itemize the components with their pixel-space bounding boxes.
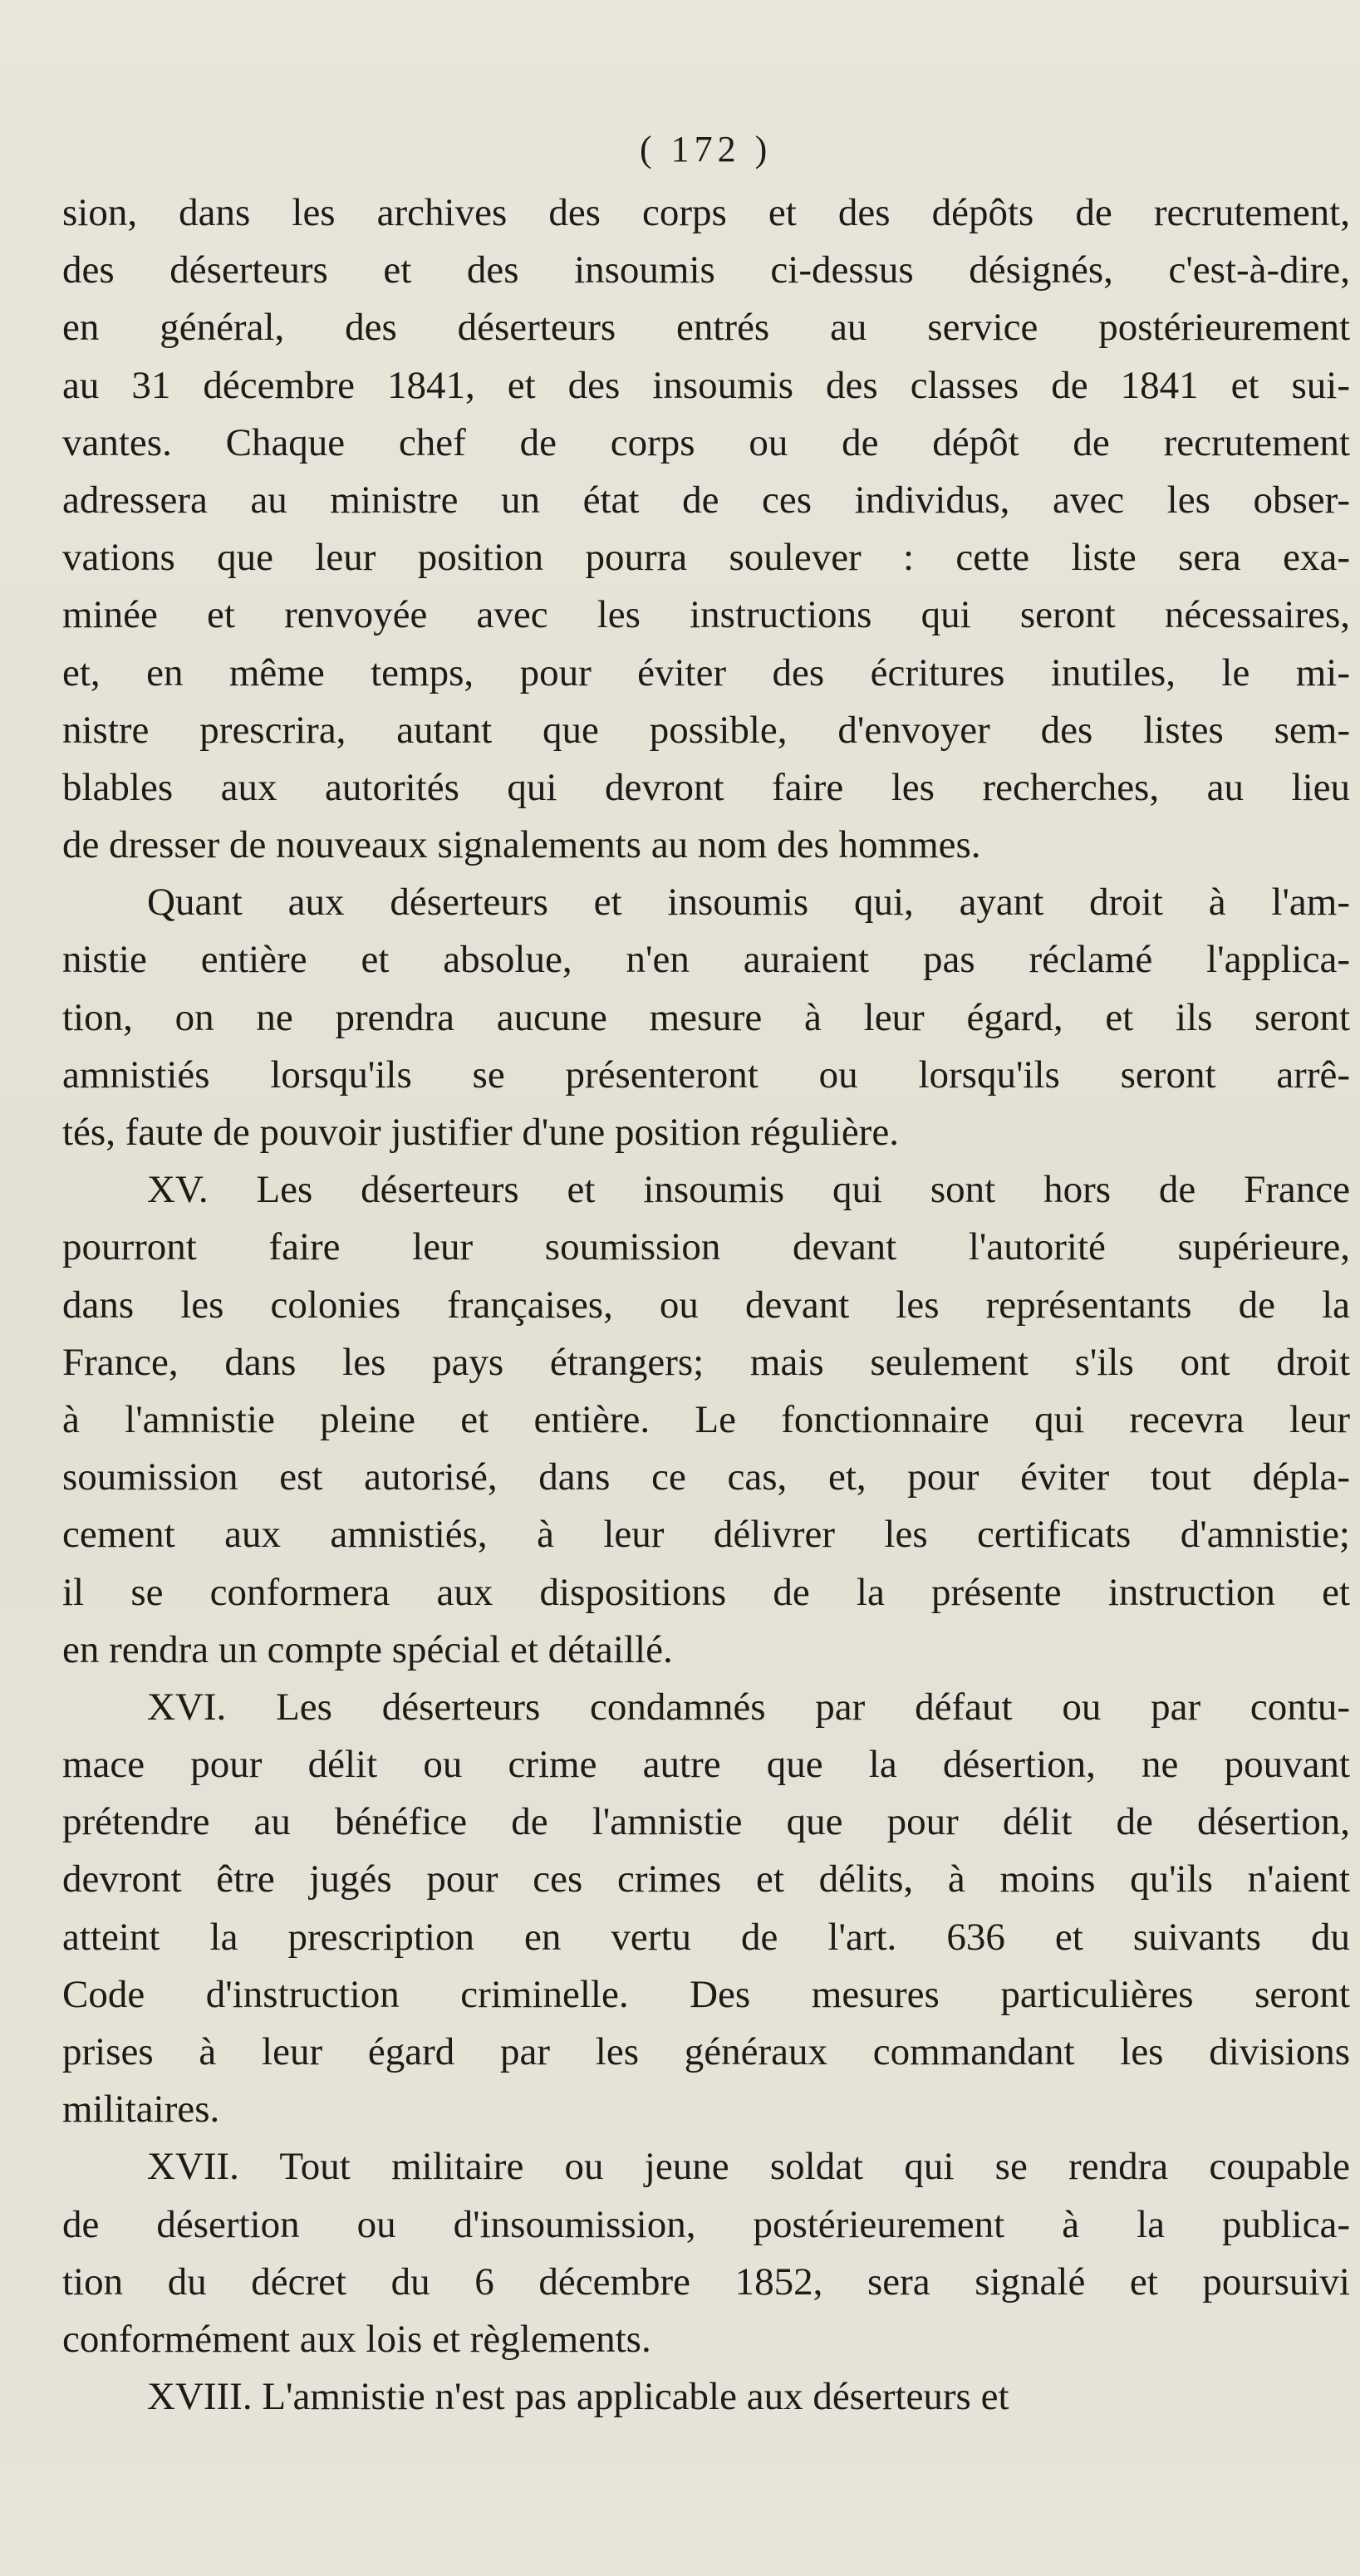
text-line: vantes. Chaque chef de corps ou de dépôt de recrutement xyxy=(62,420,1350,464)
text-line: de désertion ou d'insoumission, postérieurement à la publica- xyxy=(62,2202,1350,2246)
text-line: XVI. Les déserteurs condamnés par défaut ou par contu- xyxy=(147,1685,1350,1729)
text-line: Quant aux déserteurs et insoumis qui, ayant droit à l'am- xyxy=(147,881,1350,925)
text-line: amnistiés lorsqu'ils se présenteront ou lorsqu'ils seront arrê- xyxy=(62,1052,1350,1097)
paragraph xyxy=(62,1161,1350,1679)
text-line: tion du décret du 6 décembre 1852, sera signalé et poursuivi xyxy=(62,2260,1350,2304)
text-line: il se conformera aux dispositions de la présente instruction et xyxy=(62,1570,1350,1614)
text-line: nistre prescrira, autant que possible, d'envoyer des listes sem- xyxy=(62,708,1350,752)
text-line: devront être jugés pour ces crimes et délits, à moins qu'ils n'aient xyxy=(62,1857,1350,1901)
text-line: XVIII. L'amnistie n'est pas applicable aux déserteurs et xyxy=(147,2375,1009,2419)
text-line: France, dans les pays étrangers; mais seulement s'ils ont droit xyxy=(62,1340,1350,1384)
text-line: tion, on ne prendra aucune mesure à leur égard, et ils seront xyxy=(62,995,1350,1039)
text-line: prétendre au bénéfice de l'amnistie que pour délit de désertion, xyxy=(62,1800,1350,1844)
text-line: militaires. xyxy=(62,2088,220,2132)
text-line: minée et renvoyée avec les instructions qui seront nécessaires, xyxy=(62,593,1350,637)
body-text xyxy=(62,184,1350,2426)
text-line: à l'amnistie pleine et entière. Le fonctionnaire qui recevra leur xyxy=(62,1397,1350,1441)
text-line: sion, dans les archives des corps et des dépôts de recrutement, xyxy=(62,191,1350,234)
text-line: de dresser de nouveaux signalements au nom des hommes. xyxy=(62,823,981,867)
paragraph xyxy=(62,1679,1350,2139)
text-line: en général, des déserteurs entrés au service postérieurement xyxy=(62,306,1350,350)
text-line: XV. Les déserteurs et insoumis qui sont hors de France xyxy=(147,1168,1350,1212)
text-line: au 31 décembre 1841, et des insoumis des classes de 1841 et sui- xyxy=(62,363,1350,407)
text-line: vations que leur position pourra soulever : cette liste sera exa- xyxy=(62,536,1350,580)
text-line: et, en même temps, pour éviter des écritures inutiles, le mi- xyxy=(62,650,1350,694)
paragraph xyxy=(62,184,1350,874)
text-line: en rendra un compte spécial et détaillé. xyxy=(62,1627,673,1671)
page-number: ( 172 ) xyxy=(640,129,773,169)
text-line: atteint la prescription en vertu de l'art. 636 et suivants du xyxy=(62,1915,1350,1959)
text-line: dans les colonies françaises, ou devant les représentants de la xyxy=(62,1283,1350,1327)
paragraph xyxy=(62,874,1350,1161)
text-line: blables aux autorités qui devront faire les recherches, au lieu xyxy=(62,765,1350,809)
text-line: des déserteurs et des insoumis ci-dessus désignés, c'est-à-dire, xyxy=(62,248,1350,292)
text-line: pourront faire leur soumission devant l'autorité supérieure, xyxy=(62,1225,1350,1269)
paragraph xyxy=(62,2138,1350,2368)
text-line: soumission est autorisé, dans ce cas, et, pour éviter tout dépla- xyxy=(62,1455,1350,1499)
text-line: tés, faute de pouvoir justifier d'une position régulière. xyxy=(62,1111,899,1154)
text-line: nistie entière et absolue, n'en auraient pas réclamé l'applica- xyxy=(62,938,1350,982)
text-line: adressera au ministre un état de ces individus, avec les obser- xyxy=(62,478,1350,522)
text-line: prises à leur égard par les généraux commandant les divisions xyxy=(62,2030,1350,2073)
text-line: Code d'instruction criminelle. Des mesures particulières seront xyxy=(62,1972,1350,2016)
text-line: mace pour délit ou crime autre que la désertion, ne pouvant xyxy=(62,1743,1350,1787)
paragraph xyxy=(62,2368,1350,2426)
text-line: XVII. Tout militaire ou jeune soldat qui se rendra coupable xyxy=(147,2145,1350,2189)
text-line: cement aux amnistiés, à leur délivrer les certificats d'amnistie; xyxy=(62,1513,1350,1557)
text-line: conformément aux lois et règlements. xyxy=(62,2317,651,2361)
